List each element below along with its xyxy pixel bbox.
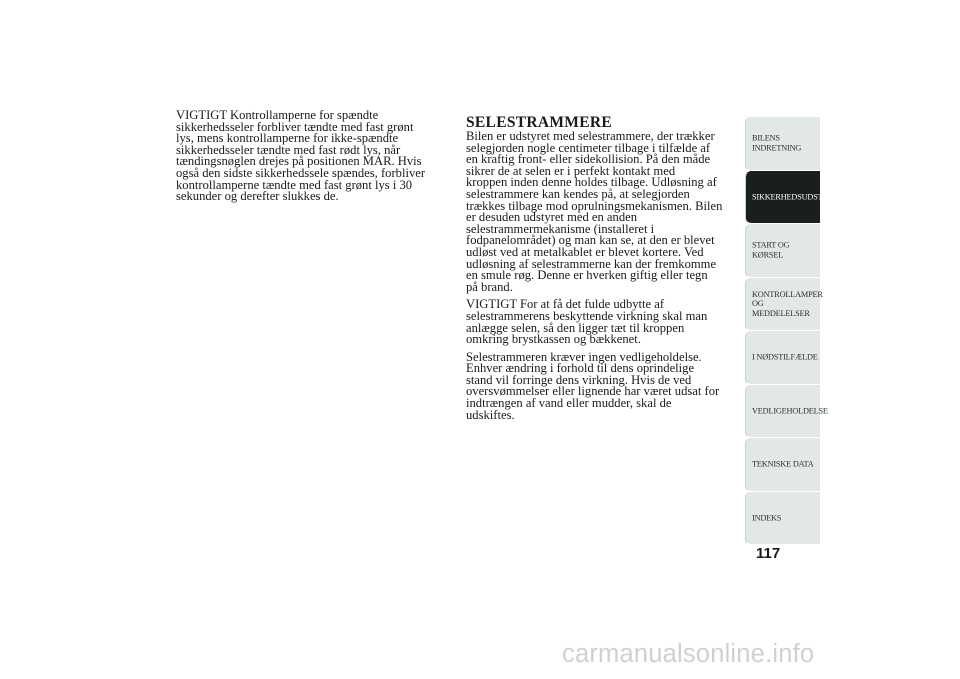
body-line: også den sidste sikkerhedssele spændes, forbliver [176,165,426,180]
body-line: indtrængen af vand eller mudder, skal de [466,396,672,411]
body-line: Bilen er udstyret med selestrammere, der trækker [466,129,715,143]
paragraph-2 [466,299,722,345]
body-line: sekunder og derefter slukkes de. [176,189,339,204]
tab-start-og-korsel[interactable] [745,224,820,278]
body-line: udløst ved at metalkablet er blevet kortere. Ved [466,244,704,259]
tab-label [752,241,818,260]
body-line: udløsning af selestrammerne kan der fremkomme [466,256,717,271]
tab-bilens-indretning[interactable] [745,117,820,171]
tab-label-line: VEDLIGEHOLDELSE [752,406,828,415]
body-line: omkring brystkassen og bækkenet. [466,332,641,347]
tab-label [752,353,818,363]
tab-label-line: BILENS [752,133,780,143]
tab-label-line: OG MEDDELELSER [752,299,810,318]
body-line: en kraftig front- eller sidekollision. På den måde [466,152,711,167]
paragraph-1 [466,131,722,293]
tab-label-line: INDEKS [752,513,782,522]
body-line: anlægge selen, så den ligger tæt til kroppen [466,320,685,335]
body-line: selegjorden nogle centimeter tilbage i tilfælde af [466,140,711,155]
tab-kontrollamper[interactable] [745,278,823,332]
chapter-tabs [745,117,834,545]
tab-label-line: I NØDSTILFÆLDE [752,352,818,362]
watermark: carmanualsonline.info [562,640,815,668]
body-line: selestrammerens beskyttende virkning skal man [466,308,708,323]
tab-label-line: TEKNISKE DATA [752,459,814,469]
tab-label [752,289,823,319]
body-line: på brand. [466,279,513,294]
tab-i-nodstilfaelde[interactable] [745,331,820,385]
body-line: selestrammere kan kendes på, at selegjorden [466,186,690,201]
body-line: tændingsnøglen drejes på positionen MAR. Hvis [176,154,422,169]
body-line: sikkerhedsseler forbliver tændte med fast grønt [176,119,414,134]
body-line: Selestrammeren kræver ingen vedligeholdelse. [466,349,702,364]
body-line: en smule røg. Denne er hverken giftig eller tegn [466,268,708,283]
body-line: er desuden udstyret med en anden [466,210,638,225]
tab-label-line: INDRETNING [752,143,802,153]
body-line: kontrollamperne tændte med fast grønt lys i 30 [176,177,413,192]
tab-label [752,513,818,523]
body-line: oversvømmelser eller lignende har været udsat for [466,384,720,399]
tab-label [752,192,834,202]
body-line: lys, mens kontrollamperne for ikke-spændte [176,131,399,146]
tab-label-line: KONTROLLAMPER [752,289,823,299]
tab-tekniske-data[interactable] [745,438,820,492]
tab-indeks[interactable] [745,492,820,546]
tab-label [752,460,818,470]
tab-label [752,134,818,153]
body-line: stand vil forringe dens virkning. Hvis de ved [466,372,692,387]
right-column [466,115,722,427]
body-line: sikkerhedsseler tændte med fast rødt lys, når [176,142,401,157]
tab-vedligeholdelse[interactable] [745,385,828,439]
section-heading: SELESTRAMMERE [466,114,613,131]
body-line: trækkes tilbage mod oprulningsmekanismen. Bilen [466,198,723,213]
body-line: selestrammermekanisme (installeret i [466,221,655,236]
body-line: VIGTIGT For at få det fulde udbytte af [466,297,665,312]
left-column [176,110,425,203]
page-number: 117 [756,545,781,562]
body-line: sikrer de at selen er i perfekt kontakt med [466,163,676,178]
paragraph-3 [466,349,722,422]
body-line: fodpanelområdet) og man kan se, at den er blevet [466,233,715,248]
tab-label [752,406,828,416]
tab-sikkerhedsudstyr[interactable] [745,171,834,225]
body-line: udskiftes. [466,407,515,422]
tab-label-line: START OG KØRSEL [752,240,790,260]
body-line: VIGTIGT Kontrollamperne for spændte [176,108,379,122]
body-line: kroppen inden denne holdes tilbage. Udløsning af [466,175,717,190]
body-line: Enhver ændring i forhold til dens oprindelige [466,361,695,376]
tab-label-line: SIKKERHEDSUDSTYR [752,192,834,201]
